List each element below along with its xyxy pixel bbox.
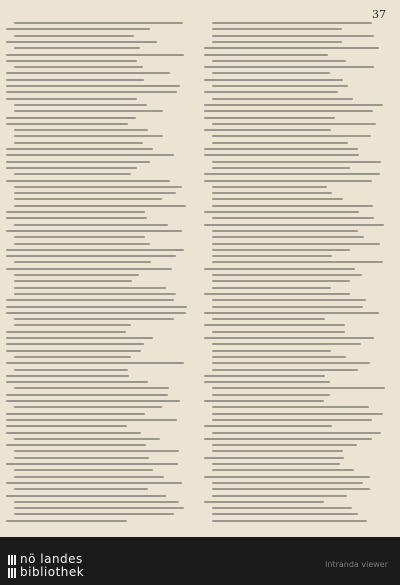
illegible-text-line	[204, 110, 373, 112]
illegible-text-line	[14, 438, 160, 440]
illegible-text-line	[14, 293, 176, 295]
illegible-text-line	[204, 224, 384, 226]
illegible-text-line	[212, 167, 350, 169]
illegible-text-line	[204, 438, 372, 440]
illegible-text-line	[212, 463, 340, 465]
illegible-text-line	[212, 356, 346, 358]
illegible-text-line	[14, 243, 150, 245]
illegible-text-line	[212, 41, 342, 43]
illegible-text-line	[6, 375, 129, 377]
entries-column-left	[6, 22, 194, 530]
illegible-text-line	[212, 513, 358, 515]
illegible-text-line	[6, 79, 144, 81]
illegible-text-line	[14, 507, 184, 509]
illegible-text-line	[14, 198, 162, 200]
illegible-text-line	[6, 211, 145, 213]
illegible-text-line	[212, 72, 330, 74]
illegible-text-line	[204, 129, 331, 131]
illegible-text-line	[6, 425, 127, 427]
illegible-text-line	[14, 135, 163, 137]
illegible-text-line	[212, 394, 330, 396]
illegible-text-line	[6, 413, 145, 415]
illegible-text-line	[6, 337, 153, 339]
logo-bars-icon	[8, 568, 16, 578]
illegible-text-line	[14, 192, 176, 194]
illegible-text-line	[6, 331, 126, 333]
illegible-text-line	[212, 217, 374, 219]
logo-bars-icon	[8, 555, 16, 565]
illegible-text-line	[212, 331, 345, 333]
illegible-text-line	[212, 249, 350, 251]
illegible-text-line	[14, 173, 131, 175]
illegible-text-line	[14, 450, 179, 452]
illegible-text-line	[14, 488, 148, 490]
illegible-text-line	[212, 236, 364, 238]
illegible-text-line	[212, 28, 342, 30]
illegible-text-line	[212, 198, 343, 200]
illegible-text-line	[212, 343, 361, 345]
illegible-text-line	[212, 85, 348, 87]
illegible-text-line	[6, 350, 141, 352]
illegible-text-line	[14, 274, 139, 276]
illegible-text-line	[212, 299, 366, 301]
illegible-text-line	[14, 324, 131, 326]
illegible-text-line	[212, 469, 354, 471]
illegible-text-line	[6, 495, 166, 497]
illegible-text-line	[14, 47, 140, 49]
illegible-text-line	[212, 186, 327, 188]
illegible-text-line	[6, 54, 184, 56]
page-number: 37	[372, 8, 386, 21]
illegible-text-line	[204, 293, 350, 295]
illegible-text-line	[6, 419, 177, 421]
illegible-text-line	[6, 482, 182, 484]
illegible-text-line	[14, 280, 132, 282]
illegible-text-line	[212, 192, 332, 194]
library-logo	[8, 553, 84, 579]
illegible-text-line	[6, 72, 170, 74]
illegible-text-line	[14, 104, 147, 106]
illegible-text-line	[212, 520, 367, 522]
illegible-text-line	[212, 243, 380, 245]
illegible-text-line	[14, 469, 153, 471]
illegible-text-line	[212, 142, 348, 144]
illegible-text-line	[212, 306, 363, 308]
illegible-text-line	[6, 312, 186, 314]
illegible-text-line	[212, 205, 373, 207]
illegible-text-line	[6, 299, 174, 301]
illegible-text-line	[14, 356, 131, 358]
illegible-text-line	[6, 161, 150, 163]
illegible-text-line	[6, 362, 184, 364]
illegible-text-line	[6, 343, 144, 345]
illegible-text-line	[6, 249, 184, 251]
illegible-text-line	[204, 79, 343, 81]
illegible-text-line	[6, 400, 180, 402]
illegible-text-line	[14, 35, 134, 37]
illegible-text-line	[6, 41, 157, 43]
illegible-text-line	[204, 91, 338, 93]
illegible-text-line	[14, 142, 143, 144]
illegible-text-line	[6, 230, 182, 232]
illegible-text-line	[204, 337, 374, 339]
illegible-text-line	[204, 104, 383, 106]
illegible-text-line	[6, 154, 174, 156]
illegible-text-line	[212, 318, 325, 320]
illegible-text-line	[204, 312, 379, 314]
illegible-text-line	[212, 274, 362, 276]
illegible-text-line	[14, 224, 168, 226]
illegible-text-line	[14, 476, 164, 478]
illegible-text-line	[6, 60, 137, 62]
logo-line-1: nö landes	[20, 552, 83, 566]
illegible-text-line	[204, 381, 330, 383]
illegible-text-line	[14, 387, 169, 389]
illegible-text-line	[6, 123, 128, 125]
illegible-text-line	[212, 123, 376, 125]
illegible-text-line	[212, 60, 346, 62]
illegible-text-line	[6, 148, 153, 150]
illegible-text-line	[212, 350, 331, 352]
illegible-text-line	[6, 306, 187, 308]
illegible-text-line	[212, 444, 357, 446]
illegible-text-line	[212, 387, 385, 389]
illegible-text-line	[204, 154, 359, 156]
illegible-text-line	[212, 230, 358, 232]
illegible-text-line	[204, 501, 324, 503]
illegible-text-line	[6, 28, 150, 30]
illegible-text-line	[204, 173, 380, 175]
illegible-text-line	[6, 117, 136, 119]
illegible-text-line	[212, 161, 381, 163]
illegible-text-line	[212, 419, 372, 421]
illegible-text-line	[204, 148, 358, 150]
illegible-text-line	[204, 180, 372, 182]
illegible-text-line	[14, 236, 145, 238]
illegible-text-line	[204, 457, 344, 459]
illegible-text-line	[212, 413, 383, 415]
illegible-text-line	[6, 394, 168, 396]
illegible-text-line	[6, 217, 147, 219]
illegible-text-line	[14, 22, 183, 24]
illegible-text-line	[6, 91, 177, 93]
illegible-text-line	[212, 280, 350, 282]
illegible-text-line	[6, 432, 141, 434]
illegible-text-line	[212, 135, 371, 137]
illegible-text-line	[6, 167, 137, 169]
illegible-text-line	[6, 381, 148, 383]
illegible-text-line	[212, 450, 343, 452]
illegible-text-line	[204, 324, 345, 326]
illegible-text-line	[204, 425, 332, 427]
illegible-text-line	[6, 463, 178, 465]
illegible-text-line	[212, 507, 352, 509]
illegible-text-line	[204, 476, 370, 478]
illegible-text-line	[204, 211, 359, 213]
illegible-text-line	[14, 369, 128, 371]
illegible-text-line	[212, 495, 347, 497]
illegible-text-line	[212, 488, 370, 490]
illegible-text-line	[204, 400, 324, 402]
illegible-text-line	[6, 98, 137, 100]
illegible-text-line	[14, 318, 174, 320]
illegible-text-line	[212, 261, 383, 263]
illegible-text-line	[14, 501, 179, 503]
illegible-text-line	[6, 180, 170, 182]
illegible-text-line	[6, 85, 180, 87]
illegible-text-line	[14, 406, 162, 408]
illegible-text-line	[212, 255, 332, 257]
illegible-text-line	[204, 54, 328, 56]
illegible-text-line	[14, 186, 182, 188]
illegible-text-line	[204, 117, 335, 119]
illegible-text-line	[6, 520, 127, 522]
illegible-text-line	[212, 22, 372, 24]
illegible-text-line	[212, 406, 369, 408]
illegible-text-line	[14, 110, 163, 112]
illegible-text-line	[204, 66, 374, 68]
illegible-text-line	[212, 482, 363, 484]
illegible-text-line	[212, 362, 370, 364]
illegible-text-line	[14, 129, 148, 131]
illegible-text-line	[14, 457, 149, 459]
illegible-text-line	[14, 66, 143, 68]
viewer-watermark: Intranda viewer	[325, 560, 388, 569]
illegible-text-line	[14, 513, 174, 515]
illegible-text-line	[14, 261, 151, 263]
illegible-text-line	[212, 369, 358, 371]
illegible-text-line	[212, 98, 353, 100]
illegible-text-line	[14, 205, 186, 207]
viewer-footer	[0, 537, 400, 585]
illegible-text-line	[6, 255, 176, 257]
illegible-text-line	[212, 287, 331, 289]
logo-line-2: bibliothek	[20, 565, 85, 579]
illegible-text-line	[204, 375, 325, 377]
illegible-text-line	[204, 47, 379, 49]
illegible-text-line	[6, 444, 146, 446]
illegible-text-line	[212, 35, 374, 37]
entries-column-right	[204, 22, 392, 530]
illegible-text-line	[14, 287, 166, 289]
illegible-text-line	[212, 432, 381, 434]
illegible-text-line	[6, 268, 172, 270]
illegible-text-line	[204, 268, 355, 270]
